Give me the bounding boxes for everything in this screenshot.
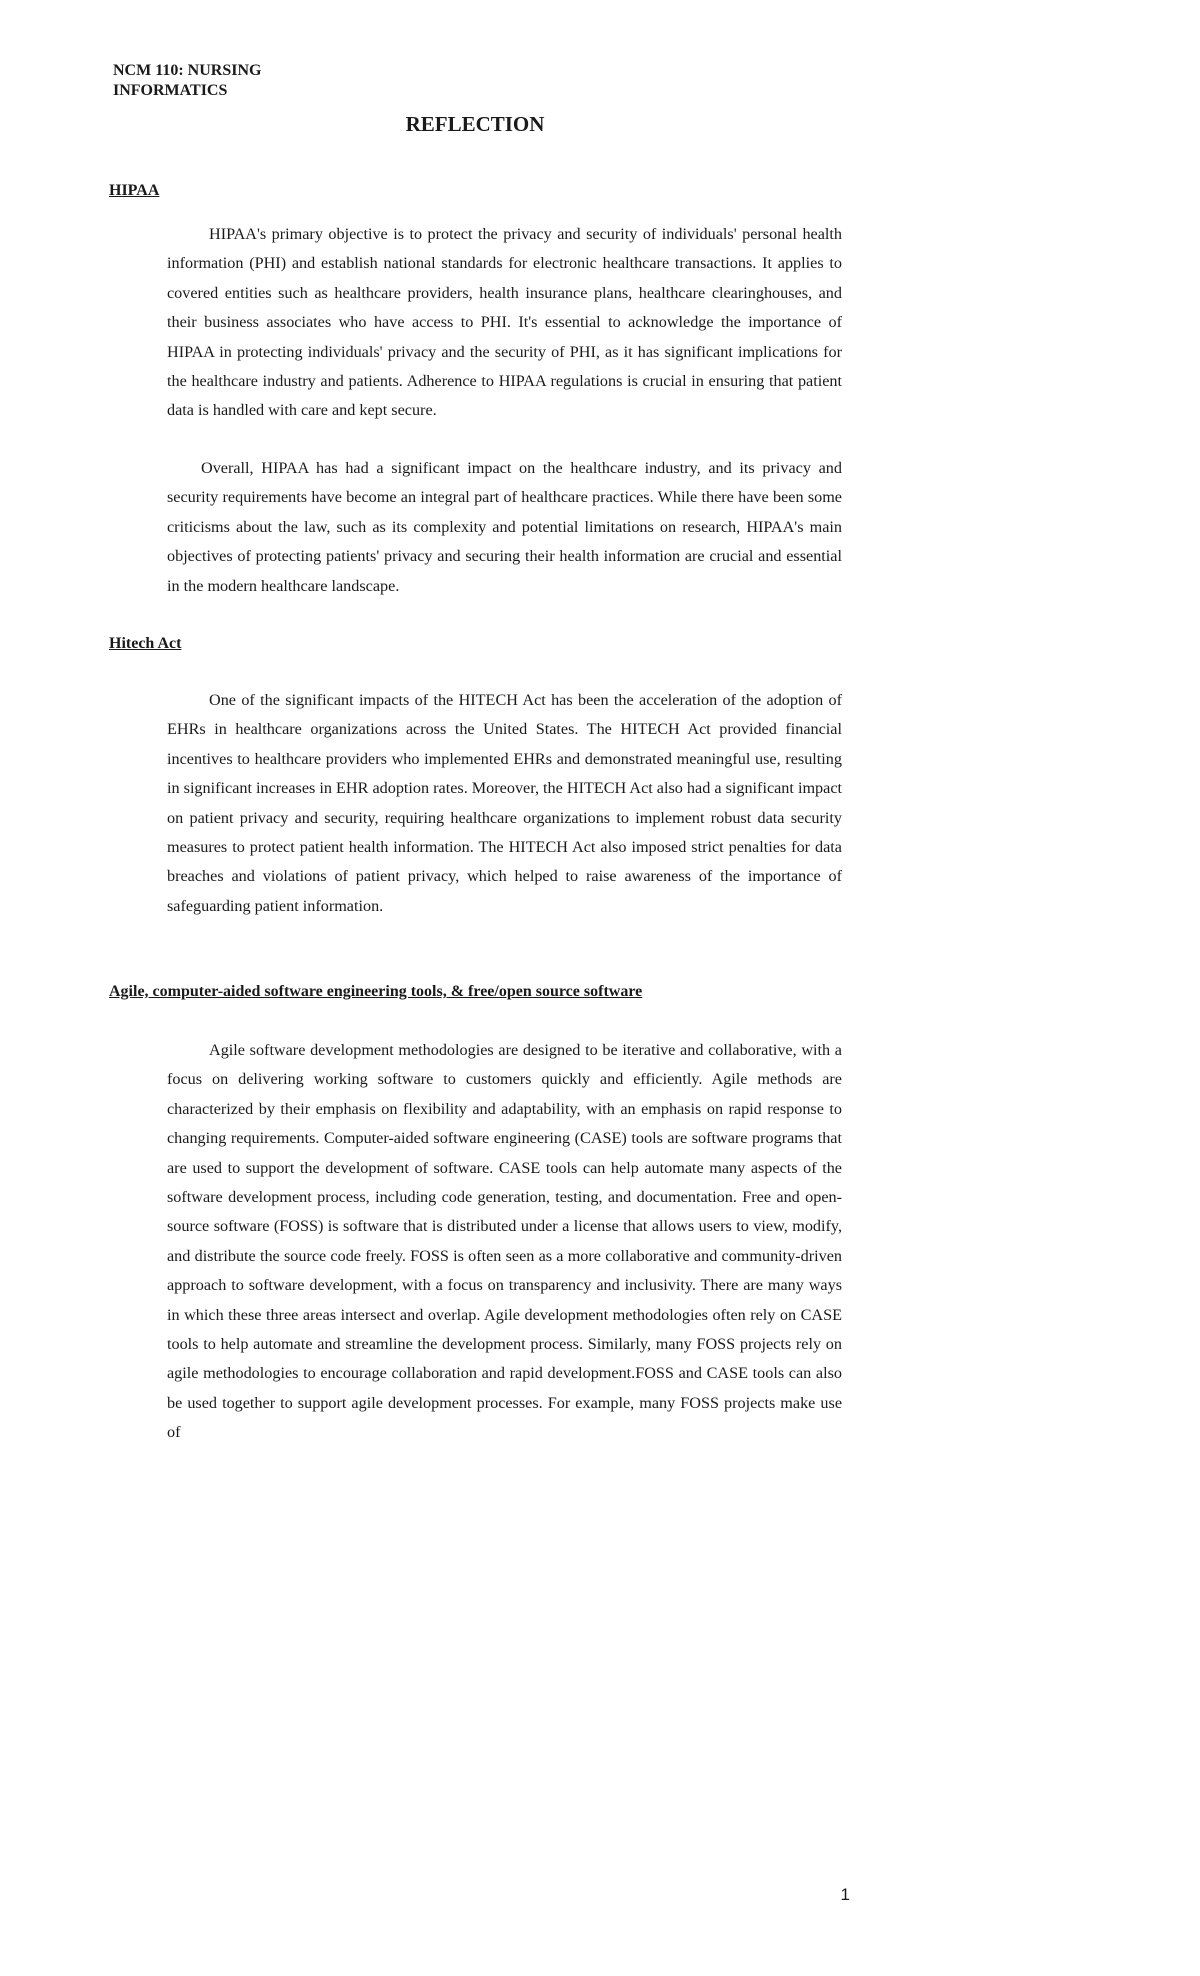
hipaa-paragraph-1: HIPAA's primary objective is to protect the privacy and security of individuals' personal health information (PHI) and establish national standards for electronic healthcare transactions. It applies to covered entities such as healthcare providers, health insurance plans, healthcare clearinghouses, and their business associates who have access to PHI. It's essential to acknowledge the importance of HIPAA in protecting individuals' privacy and the security of PHI, as it has significant implications for the healthcare industry and patients. Adherence to HIPAA regulations is crucial in ensuring that patient data is handled with care and kept secure.: [167, 225, 842, 420]
page-number: 1: [840, 1885, 850, 1904]
hipaa-paragraph-2: Overall, HIPAA has had a significant impact on the healthcare industry, and its privacy and security requirements have become an integral part of healthcare practices. While there have been some criticisms about the law, such as its complexity and potential limitations on research, HIPAA's main objectives of protecting patients' privacy and securing their health information are crucial and essential in the modern healthcare landscape.: [167, 459, 842, 595]
section-heading-hipaa: HIPAA: [109, 182, 160, 199]
hitech-paragraph-1: One of the significant impacts of the HITECH Act has been the acceleration of the adoption of EHRs in healthcare organizations across the United States. The HITECH Act provided financial incentives to healthcare providers who implemented EHRs and demonstrated meaningful use, resulting in significant increases in EHR adoption rates. Moreover, the HITECH Act also had a significant impact on patient privacy and security, requiring healthcare organizations to implement robust data security measures to protect patient health information. The HITECH Act also imposed strict penalties for data breaches and violations of patient privacy, which helped to raise awareness of the importance of safeguarding patient information.: [167, 691, 842, 915]
document-title: REFLECTION: [405, 112, 545, 136]
section-heading-hitech-act: Hitech Act: [109, 635, 182, 652]
course-title: NCM 110: NURSING INFORMATICS: [113, 62, 262, 99]
section-heading-agile-case-foss: Agile, computer-aided software engineering tools, & free/open source software: [109, 983, 643, 1000]
agile-paragraph-1: Agile software development methodologies are designed to be iterative and collaborative, with a focus on delivering working software to customers quickly and efficiently. Agile methods are characterized by their emphasis on flexibility and adaptability, with an emphasis on rapid response to changing requirements. Computer-aided software engineering (CASE) tools are software programs that are used to support the development of software. CASE tools can help automate many aspects of the software development process, including code generation, testing, and documentation. Free and open-source software (FOSS) is software that is distributed under a license that allows users to view, modify, and distribute the source code freely. FOSS is often seen as a more collaborative and community-driven approach to software development, with a focus on transparency and inclusivity. There are many ways in which these three areas intersect and overlap. Agile development methodologies often rely on CASE tools to help automate and streamline the development process. Similarly, many FOSS projects rely on agile methodologies to encourage collaboration and rapid development.FOSS and CASE tools can also be used together to support agile development processes. For example, many FOSS projects make use of: [167, 1041, 842, 1442]
